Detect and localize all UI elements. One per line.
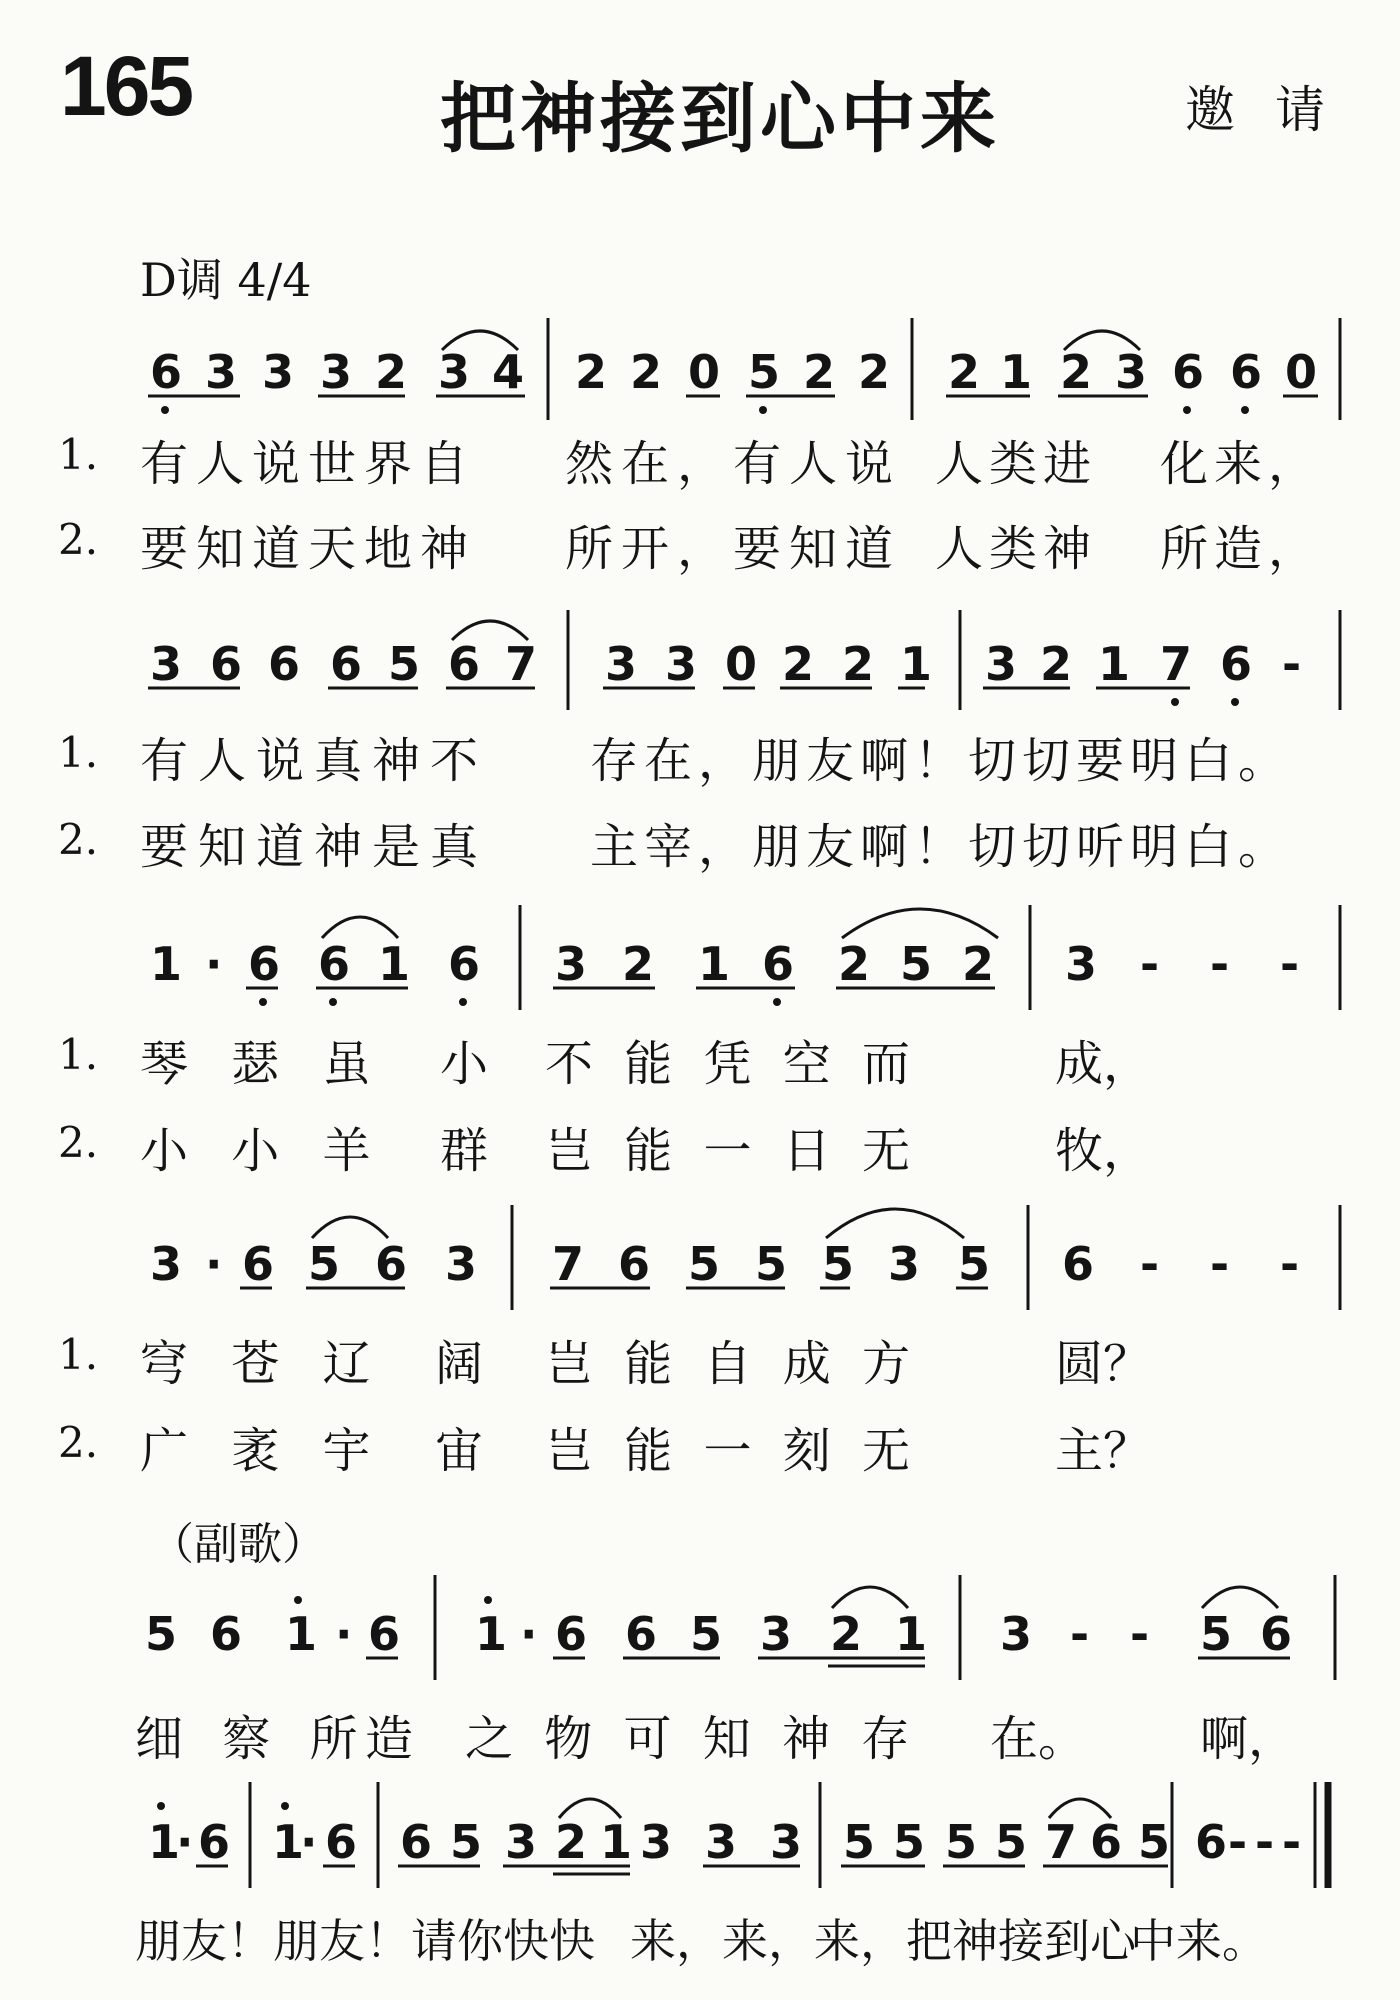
verse-2-number: 2. xyxy=(58,1418,99,1467)
note: 0 xyxy=(688,345,721,399)
system-1-notes xyxy=(150,345,1317,399)
system-5-notes xyxy=(145,1607,1292,1661)
note: 6 xyxy=(555,1607,588,1661)
note: 6 xyxy=(448,637,481,691)
lyric: 存在，朋友啊！切切要明白。 xyxy=(590,733,1293,789)
lyric: 要知道天地神 xyxy=(140,521,477,577)
lyric: 啊， xyxy=(1200,1711,1297,1767)
lyric: 中来。 xyxy=(1130,1914,1268,1968)
verse-1-number: 1. xyxy=(58,728,99,777)
note: 1 xyxy=(475,1607,508,1661)
hymn-category: 邀请 xyxy=(1185,81,1365,139)
note: · xyxy=(205,937,223,991)
note: 6 xyxy=(150,345,183,399)
note: 1 xyxy=(272,1815,305,1869)
note: 7 xyxy=(1045,1815,1078,1869)
lyric: 穹 苍 辽 xyxy=(140,1336,385,1392)
note: 1 xyxy=(698,937,731,991)
note: 3 xyxy=(445,1237,478,1291)
lyric: 岂 能 一 日 无 xyxy=(545,1123,919,1179)
chorus-label: （副歌） xyxy=(150,1519,326,1570)
note: 3 xyxy=(150,1237,183,1291)
note: 6 xyxy=(1090,1815,1123,1869)
note: 2 xyxy=(1060,345,1093,399)
lyric: 造 xyxy=(365,1711,414,1767)
note: 3 xyxy=(205,345,238,399)
lyric: 成， xyxy=(1055,1036,1152,1092)
lyric: 不 能 凭 空 而 xyxy=(545,1036,919,1092)
lyric: 牧， xyxy=(1055,1123,1152,1179)
note: 4 xyxy=(492,345,525,399)
note: - xyxy=(1255,1815,1275,1869)
note: 5 xyxy=(688,1237,721,1291)
note: 1 xyxy=(900,637,933,691)
note: 6 xyxy=(368,1607,401,1661)
note: - xyxy=(1070,1607,1090,1661)
lyric: 在。 xyxy=(990,1711,1087,1767)
note: 5 xyxy=(308,1237,341,1291)
verse-2-number: 2. xyxy=(58,1118,99,1167)
note: 6 xyxy=(248,937,281,991)
lyric: 岂 能 一 刻 无 xyxy=(545,1423,919,1479)
note: 3 xyxy=(888,1237,921,1291)
lyric: 人类神 xyxy=(935,521,1098,577)
note: 2 xyxy=(575,345,608,399)
note: - xyxy=(1130,1607,1150,1661)
lyric: 所造， xyxy=(1160,521,1323,577)
hymn-title: 把神接到心中来 xyxy=(440,74,1000,163)
note: 3 xyxy=(705,1815,738,1869)
note: · xyxy=(205,1237,223,1291)
note: 3 xyxy=(1115,345,1148,399)
note: 6 xyxy=(1195,1815,1228,1869)
note: 1 xyxy=(1000,345,1033,399)
lyric: 琴 瑟 虽 xyxy=(140,1036,385,1092)
lyric: 化来， xyxy=(1160,436,1323,492)
note: 2 xyxy=(842,637,875,691)
note: - xyxy=(1140,937,1160,991)
note: · xyxy=(335,1607,353,1661)
note: 3 xyxy=(985,637,1018,691)
system-1 xyxy=(148,318,1340,420)
system-4-notes xyxy=(150,1237,1299,1291)
system-3-notes xyxy=(150,937,1299,991)
note: - xyxy=(1282,1815,1302,1869)
note: 6 xyxy=(242,1237,275,1291)
note: 6 xyxy=(210,1607,243,1661)
note: 7 xyxy=(1160,637,1193,691)
note: 2 xyxy=(375,345,408,399)
lyric: 所开，要知道 xyxy=(565,521,902,577)
note: 2 xyxy=(962,937,995,991)
note: 3 xyxy=(320,345,353,399)
verse-2-number: 2. xyxy=(58,815,99,864)
note: 2 xyxy=(782,637,815,691)
lyric: 细 察 所 xyxy=(135,1711,370,1767)
note: - xyxy=(1140,1237,1160,1291)
note: 6 xyxy=(400,1815,433,1869)
lyric: 之 物 可 知 神 存 xyxy=(465,1711,918,1767)
lyric: 然在，有人说 xyxy=(565,436,902,492)
note: 3 xyxy=(505,1815,538,1869)
note: 5 xyxy=(748,345,781,399)
note: 6 xyxy=(210,637,243,691)
note: 3 xyxy=(555,937,588,991)
note: · xyxy=(300,1815,318,1869)
note: 1 xyxy=(895,1607,928,1661)
note: 2 xyxy=(555,1815,588,1869)
note: 1 xyxy=(150,937,183,991)
hymn-number: 165 xyxy=(60,39,192,133)
note: 0 xyxy=(725,637,758,691)
lyric: 阔 xyxy=(435,1336,484,1392)
verse-1-number: 1. xyxy=(58,1330,99,1379)
note: · xyxy=(520,1607,538,1661)
note: 7 xyxy=(552,1237,585,1291)
note: 6 xyxy=(325,1815,358,1869)
note: 5 xyxy=(690,1607,723,1661)
system-3 xyxy=(150,905,1340,1010)
note: 2 xyxy=(1040,637,1073,691)
note: 3 xyxy=(640,1815,673,1869)
note: · xyxy=(176,1815,194,1869)
note: 5 xyxy=(945,1815,978,1869)
note: 6 xyxy=(1062,1237,1095,1291)
lyric: 朋友！朋友！请你快快 xyxy=(135,1914,595,1968)
note: 6 xyxy=(1220,637,1253,691)
note: - xyxy=(1282,637,1302,691)
system-6 xyxy=(148,1782,1328,1888)
note: 6 xyxy=(1172,345,1205,399)
note: 3 xyxy=(760,1607,793,1661)
note: 1 xyxy=(378,937,411,991)
note: 6 xyxy=(625,1607,658,1661)
system-6-dots xyxy=(157,1802,289,1810)
note: - xyxy=(1280,1237,1300,1291)
note: 3 xyxy=(438,345,471,399)
note: 0 xyxy=(1285,345,1318,399)
note: 6 xyxy=(448,937,481,991)
note: 6 xyxy=(1260,1607,1293,1661)
note: 6 xyxy=(762,937,795,991)
note: 2 xyxy=(858,345,891,399)
note: 3 xyxy=(262,345,295,399)
lyric: 有人说真神不 xyxy=(140,733,489,789)
system-4 xyxy=(150,1205,1340,1310)
note: - xyxy=(1280,937,1300,991)
note: 3 xyxy=(665,637,698,691)
note: 2 xyxy=(838,937,871,991)
lyric: 要知道神是真 xyxy=(140,819,489,875)
verse-2-number: 2. xyxy=(58,515,99,564)
lyric: 群 xyxy=(440,1123,489,1179)
note: 1 xyxy=(600,1815,633,1869)
system-5-dots xyxy=(294,1596,492,1604)
note: 1 xyxy=(1098,637,1131,691)
note: 5 xyxy=(755,1237,788,1291)
note: - xyxy=(1228,1815,1248,1869)
note: 3 xyxy=(150,637,183,691)
lyric: 有人说世界自 xyxy=(140,436,477,492)
note: 6 xyxy=(268,637,301,691)
note: - xyxy=(1210,937,1230,991)
note: 2 xyxy=(803,345,836,399)
note: 6 xyxy=(198,1815,231,1869)
system-2-notes xyxy=(150,637,1301,691)
note: 5 xyxy=(450,1815,483,1869)
note: 6 xyxy=(1230,345,1263,399)
note: 2 xyxy=(622,937,655,991)
lyric: 人类进 xyxy=(935,436,1098,492)
lyric: 主？ xyxy=(1055,1423,1152,1479)
lyric: 小 xyxy=(440,1036,489,1092)
note: 3 xyxy=(1000,1607,1033,1661)
note: - xyxy=(1210,1237,1230,1291)
note: 5 xyxy=(958,1237,991,1291)
note: 5 xyxy=(1138,1815,1171,1869)
verse-1-number: 1. xyxy=(58,430,99,479)
note: 2 xyxy=(830,1607,863,1661)
note: 6 xyxy=(618,1237,651,1291)
note: 3 xyxy=(605,637,638,691)
note: 5 xyxy=(145,1607,178,1661)
note: 5 xyxy=(900,937,933,991)
system-2-dots xyxy=(1171,698,1239,706)
lyric: 宙 xyxy=(435,1423,484,1479)
note: 6 xyxy=(375,1237,408,1291)
lyric: 圆？ xyxy=(1055,1336,1152,1392)
note: 5 xyxy=(822,1237,855,1291)
lyric: 来，来，来，把神接到心 xyxy=(630,1914,1136,1968)
note: 3 xyxy=(770,1815,803,1869)
system-2 xyxy=(148,610,1340,710)
note: 1 xyxy=(285,1607,318,1661)
verse-1-number: 1. xyxy=(58,1030,99,1079)
lyric: 广 袤 宇 xyxy=(140,1423,385,1479)
lyric: 岂 能 自 成 方 xyxy=(545,1336,919,1392)
note: 7 xyxy=(505,637,538,691)
note: 6 xyxy=(318,937,351,991)
note: 2 xyxy=(630,345,663,399)
note: 5 xyxy=(1200,1607,1233,1661)
note: 5 xyxy=(995,1815,1028,1869)
lyric: 小 小 羊 xyxy=(140,1123,385,1179)
system-5 xyxy=(145,1575,1335,1680)
note: 5 xyxy=(893,1815,926,1869)
system-1-dots xyxy=(161,406,1249,414)
note: 2 xyxy=(948,345,981,399)
note: 5 xyxy=(843,1815,876,1869)
note: 6 xyxy=(330,637,363,691)
note: 1 xyxy=(148,1815,181,1869)
note: 5 xyxy=(388,637,421,691)
note: 3 xyxy=(1065,937,1098,991)
key-signature: D调 4/4 xyxy=(140,253,312,307)
system-6-notes xyxy=(148,1815,1301,1869)
lyric: 主宰，朋友啊！切切听明白。 xyxy=(590,819,1293,875)
